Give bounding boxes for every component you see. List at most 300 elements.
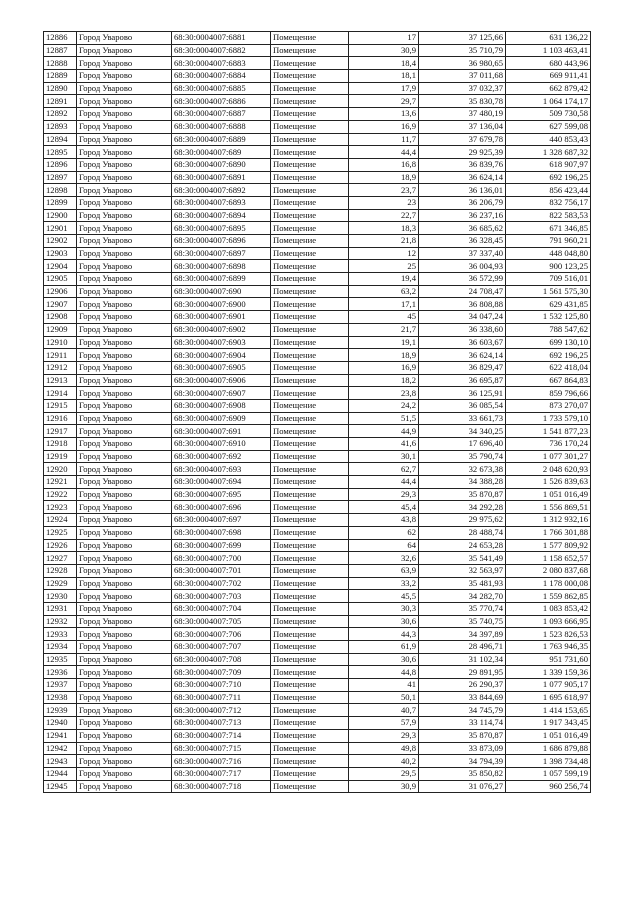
cell-locality: Город Уварово bbox=[77, 577, 172, 590]
cell-price-per-unit: 36 839,76 bbox=[419, 158, 506, 171]
cell-cadastral-value: 1 083 853,42 bbox=[506, 602, 591, 615]
cell-cadastral-value: 736 170,24 bbox=[506, 438, 591, 451]
cell-area: 40,2 bbox=[349, 755, 419, 768]
cell-object-type: Помещение bbox=[271, 171, 349, 184]
cell-locality: Город Уварово bbox=[77, 311, 172, 324]
cell-cadastral-number: 68:30:0004007:690 bbox=[172, 285, 271, 298]
cell-cadastral-number: 68:30:0004007:700 bbox=[172, 552, 271, 565]
table-row bbox=[44, 780, 591, 793]
cell-object-type: Помещение bbox=[271, 412, 349, 425]
cell-locality: Город Уварово bbox=[77, 450, 172, 463]
cell-locality: Город Уварово bbox=[77, 526, 172, 539]
cell-price-per-unit: 34 340,25 bbox=[419, 425, 506, 438]
table-row bbox=[44, 641, 591, 654]
cell-locality: Город Уварово bbox=[77, 196, 172, 209]
cell-area: 19,4 bbox=[349, 273, 419, 286]
table-row bbox=[44, 57, 591, 70]
cell-object-type: Помещение bbox=[271, 32, 349, 45]
cell-object-type: Помещение bbox=[271, 666, 349, 679]
cell-row-number: 12923 bbox=[44, 501, 77, 514]
cell-area: 44,3 bbox=[349, 628, 419, 641]
cell-cadastral-number: 68:30:0004007:6891 bbox=[172, 171, 271, 184]
cell-object-type: Помещение bbox=[271, 691, 349, 704]
cell-area: 16,8 bbox=[349, 158, 419, 171]
cell-area: 25 bbox=[349, 260, 419, 273]
cell-row-number: 12921 bbox=[44, 476, 77, 489]
table-row bbox=[44, 412, 591, 425]
cell-price-per-unit: 36 624,14 bbox=[419, 171, 506, 184]
cell-row-number: 12940 bbox=[44, 717, 77, 730]
cell-cadastral-value: 873 270,07 bbox=[506, 399, 591, 412]
cell-object-type: Помещение bbox=[271, 425, 349, 438]
table-row bbox=[44, 488, 591, 501]
cell-area: 18,9 bbox=[349, 171, 419, 184]
cell-locality: Город Уварово bbox=[77, 158, 172, 171]
cell-price-per-unit: 35 740,75 bbox=[419, 615, 506, 628]
cell-cadastral-value: 2 048 620,93 bbox=[506, 463, 591, 476]
cell-object-type: Помещение bbox=[271, 767, 349, 780]
cell-price-per-unit: 36 695,87 bbox=[419, 374, 506, 387]
cell-cadastral-value: 960 256,74 bbox=[506, 780, 591, 793]
cell-area: 30,6 bbox=[349, 653, 419, 666]
cell-object-type: Помещение bbox=[271, 501, 349, 514]
table-row bbox=[44, 196, 591, 209]
cell-area: 29,3 bbox=[349, 729, 419, 742]
cell-row-number: 12888 bbox=[44, 57, 77, 70]
cell-object-type: Помещение bbox=[271, 476, 349, 489]
cell-object-type: Помещение bbox=[271, 82, 349, 95]
cell-locality: Город Уварово bbox=[77, 438, 172, 451]
cell-area: 30,1 bbox=[349, 450, 419, 463]
cell-locality: Город Уварово bbox=[77, 235, 172, 248]
cell-cadastral-number: 68:30:0004007:699 bbox=[172, 539, 271, 552]
cell-locality: Город Уварово bbox=[77, 742, 172, 755]
cell-object-type: Помещение bbox=[271, 222, 349, 235]
cell-price-per-unit: 35 770,74 bbox=[419, 602, 506, 615]
cell-area: 49,8 bbox=[349, 742, 419, 755]
cell-locality: Город Уварово bbox=[77, 615, 172, 628]
cell-cadastral-number: 68:30:0004007:714 bbox=[172, 729, 271, 742]
cell-area: 23 bbox=[349, 196, 419, 209]
cell-locality: Город Уварово bbox=[77, 704, 172, 717]
table-row bbox=[44, 602, 591, 615]
table-row bbox=[44, 653, 591, 666]
cell-object-type: Помещение bbox=[271, 615, 349, 628]
cell-row-number: 12911 bbox=[44, 349, 77, 362]
table-row bbox=[44, 32, 591, 45]
cell-object-type: Помещение bbox=[271, 323, 349, 336]
cell-area: 32,6 bbox=[349, 552, 419, 565]
cell-area: 62,7 bbox=[349, 463, 419, 476]
cell-area: 45,5 bbox=[349, 590, 419, 603]
cell-row-number: 12922 bbox=[44, 488, 77, 501]
cell-locality: Город Уварово bbox=[77, 120, 172, 133]
cell-area: 45,4 bbox=[349, 501, 419, 514]
table-row bbox=[44, 146, 591, 159]
cell-row-number: 12919 bbox=[44, 450, 77, 463]
cell-object-type: Помещение bbox=[271, 552, 349, 565]
cell-row-number: 12914 bbox=[44, 387, 77, 400]
cell-row-number: 12902 bbox=[44, 235, 77, 248]
table-row bbox=[44, 767, 591, 780]
cell-object-type: Помещение bbox=[271, 590, 349, 603]
table-row bbox=[44, 691, 591, 704]
table-row bbox=[44, 450, 591, 463]
cell-row-number: 12935 bbox=[44, 653, 77, 666]
cell-cadastral-value: 1 158 652,57 bbox=[506, 552, 591, 565]
cell-locality: Город Уварово bbox=[77, 323, 172, 336]
cell-price-per-unit: 36 085,54 bbox=[419, 399, 506, 412]
cell-price-per-unit: 33 873,09 bbox=[419, 742, 506, 755]
cell-area: 29,3 bbox=[349, 488, 419, 501]
cell-cadastral-value: 1 559 862,85 bbox=[506, 590, 591, 603]
cell-area: 30,6 bbox=[349, 615, 419, 628]
cell-locality: Город Уварово bbox=[77, 133, 172, 146]
table-row bbox=[44, 539, 591, 552]
cell-row-number: 12934 bbox=[44, 641, 77, 654]
cell-object-type: Помещение bbox=[271, 399, 349, 412]
cell-object-type: Помещение bbox=[271, 133, 349, 146]
cell-locality: Город Уварово bbox=[77, 767, 172, 780]
table-row bbox=[44, 628, 591, 641]
cell-row-number: 12938 bbox=[44, 691, 77, 704]
cell-object-type: Помещение bbox=[271, 463, 349, 476]
cell-area: 44,4 bbox=[349, 476, 419, 489]
cell-cadastral-value: 1 556 869,51 bbox=[506, 501, 591, 514]
cell-cadastral-number: 68:30:0004007:6883 bbox=[172, 57, 271, 70]
table-row bbox=[44, 438, 591, 451]
cell-price-per-unit: 37 125,66 bbox=[419, 32, 506, 45]
table-row bbox=[44, 564, 591, 577]
cell-row-number: 12904 bbox=[44, 260, 77, 273]
cell-row-number: 12945 bbox=[44, 780, 77, 793]
cell-locality: Город Уварово bbox=[77, 590, 172, 603]
cell-cadastral-value: 1 178 000,08 bbox=[506, 577, 591, 590]
cell-cadastral-number: 68:30:0004007:696 bbox=[172, 501, 271, 514]
table-row bbox=[44, 387, 591, 400]
cell-cadastral-number: 68:30:0004007:713 bbox=[172, 717, 271, 730]
cell-object-type: Помещение bbox=[271, 70, 349, 83]
cell-locality: Город Уварово bbox=[77, 755, 172, 768]
cell-price-per-unit: 36 624,14 bbox=[419, 349, 506, 362]
cell-cadastral-value: 631 136,22 bbox=[506, 32, 591, 45]
cell-area: 62 bbox=[349, 526, 419, 539]
cell-cadastral-number: 68:30:0004007:694 bbox=[172, 476, 271, 489]
table-row bbox=[44, 374, 591, 387]
cell-locality: Город Уварово bbox=[77, 463, 172, 476]
cell-cadastral-value: 1 695 618,97 bbox=[506, 691, 591, 704]
table-row bbox=[44, 133, 591, 146]
cell-area: 11,7 bbox=[349, 133, 419, 146]
cell-cadastral-value: 1 561 575,30 bbox=[506, 285, 591, 298]
cell-area: 33,2 bbox=[349, 577, 419, 590]
cell-locality: Город Уварово bbox=[77, 349, 172, 362]
cell-cadastral-number: 68:30:0004007:701 bbox=[172, 564, 271, 577]
table-row bbox=[44, 209, 591, 222]
cell-row-number: 12890 bbox=[44, 82, 77, 95]
cell-area: 16,9 bbox=[349, 120, 419, 133]
cell-locality: Город Уварово bbox=[77, 539, 172, 552]
table-row bbox=[44, 235, 591, 248]
table-row bbox=[44, 247, 591, 260]
cell-row-number: 12892 bbox=[44, 108, 77, 121]
cell-price-per-unit: 36 125,91 bbox=[419, 387, 506, 400]
cell-price-per-unit: 36 685,62 bbox=[419, 222, 506, 235]
cell-area: 21,7 bbox=[349, 323, 419, 336]
cell-object-type: Помещение bbox=[271, 704, 349, 717]
cell-row-number: 12889 bbox=[44, 70, 77, 83]
cell-object-type: Помещение bbox=[271, 158, 349, 171]
cell-row-number: 12893 bbox=[44, 120, 77, 133]
cell-price-per-unit: 34 397,89 bbox=[419, 628, 506, 641]
cell-cadastral-value: 822 583,53 bbox=[506, 209, 591, 222]
cell-cadastral-value: 1 064 174,17 bbox=[506, 95, 591, 108]
cell-cadastral-number: 68:30:0004007:708 bbox=[172, 653, 271, 666]
cell-cadastral-number: 68:30:0004007:712 bbox=[172, 704, 271, 717]
cell-area: 18,9 bbox=[349, 349, 419, 362]
cell-price-per-unit: 36 206,79 bbox=[419, 196, 506, 209]
cell-area: 45 bbox=[349, 311, 419, 324]
cell-locality: Город Уварово bbox=[77, 476, 172, 489]
cell-price-per-unit: 35 850,82 bbox=[419, 767, 506, 780]
cell-object-type: Помещение bbox=[271, 260, 349, 273]
table-row bbox=[44, 755, 591, 768]
cell-row-number: 12913 bbox=[44, 374, 77, 387]
table-row bbox=[44, 95, 591, 108]
cell-price-per-unit: 35 870,87 bbox=[419, 729, 506, 742]
cell-object-type: Помещение bbox=[271, 539, 349, 552]
table-row bbox=[44, 120, 591, 133]
cell-locality: Город Уварово bbox=[77, 514, 172, 527]
cell-price-per-unit: 34 282,70 bbox=[419, 590, 506, 603]
cell-price-per-unit: 36 136,01 bbox=[419, 184, 506, 197]
cell-area: 21,8 bbox=[349, 235, 419, 248]
cell-row-number: 12899 bbox=[44, 196, 77, 209]
cell-row-number: 12905 bbox=[44, 273, 77, 286]
cell-locality: Город Уварово bbox=[77, 425, 172, 438]
cell-price-per-unit: 29 891,95 bbox=[419, 666, 506, 679]
cell-price-per-unit: 29 975,62 bbox=[419, 514, 506, 527]
cell-area: 29,7 bbox=[349, 95, 419, 108]
table-row bbox=[44, 679, 591, 692]
cell-cadastral-value: 667 864,83 bbox=[506, 374, 591, 387]
cell-cadastral-number: 68:30:0004007:6903 bbox=[172, 336, 271, 349]
cell-cadastral-value: 1 339 159,36 bbox=[506, 666, 591, 679]
cell-cadastral-number: 68:30:0004007:693 bbox=[172, 463, 271, 476]
cell-cadastral-number: 68:30:0004007:709 bbox=[172, 666, 271, 679]
cell-row-number: 12903 bbox=[44, 247, 77, 260]
cell-cadastral-number: 68:30:0004007:698 bbox=[172, 526, 271, 539]
cell-cadastral-number: 68:30:0004007:6905 bbox=[172, 361, 271, 374]
cell-row-number: 12887 bbox=[44, 44, 77, 57]
table-row bbox=[44, 717, 591, 730]
cell-object-type: Помещение bbox=[271, 273, 349, 286]
cell-locality: Город Уварово bbox=[77, 387, 172, 400]
cell-price-per-unit: 34 047,24 bbox=[419, 311, 506, 324]
cell-cadastral-value: 1 686 879,88 bbox=[506, 742, 591, 755]
cell-row-number: 12933 bbox=[44, 628, 77, 641]
cell-area: 44,9 bbox=[349, 425, 419, 438]
cell-area: 61,9 bbox=[349, 641, 419, 654]
cell-locality: Город Уварово bbox=[77, 108, 172, 121]
cell-row-number: 12924 bbox=[44, 514, 77, 527]
cell-cadastral-value: 1 077 905,17 bbox=[506, 679, 591, 692]
cell-row-number: 12931 bbox=[44, 602, 77, 615]
cell-cadastral-value: 900 123,25 bbox=[506, 260, 591, 273]
cell-cadastral-value: 622 418,04 bbox=[506, 361, 591, 374]
cell-price-per-unit: 37 337,40 bbox=[419, 247, 506, 260]
cell-cadastral-number: 68:30:0004007:6901 bbox=[172, 311, 271, 324]
cell-locality: Город Уварово bbox=[77, 691, 172, 704]
cell-locality: Город Уварово bbox=[77, 399, 172, 412]
cell-locality: Город Уварово bbox=[77, 602, 172, 615]
cell-cadastral-number: 68:30:0004007:6904 bbox=[172, 349, 271, 362]
table-body bbox=[44, 32, 591, 793]
table-row bbox=[44, 158, 591, 171]
cell-cadastral-value: 692 196,25 bbox=[506, 171, 591, 184]
cell-cadastral-number: 68:30:0004007:6908 bbox=[172, 399, 271, 412]
cell-price-per-unit: 26 290,37 bbox=[419, 679, 506, 692]
table-row bbox=[44, 70, 591, 83]
cell-area: 17,1 bbox=[349, 298, 419, 311]
cell-cadastral-number: 68:30:0004007:6906 bbox=[172, 374, 271, 387]
cell-cadastral-number: 68:30:0004007:6897 bbox=[172, 247, 271, 260]
cell-area: 30,9 bbox=[349, 44, 419, 57]
cell-price-per-unit: 36 829,47 bbox=[419, 361, 506, 374]
table-row bbox=[44, 666, 591, 679]
cell-price-per-unit: 36 328,45 bbox=[419, 235, 506, 248]
table-row bbox=[44, 476, 591, 489]
cell-area: 17,9 bbox=[349, 82, 419, 95]
cell-price-per-unit: 36 603,67 bbox=[419, 336, 506, 349]
table-row bbox=[44, 552, 591, 565]
cell-price-per-unit: 34 794,39 bbox=[419, 755, 506, 768]
cell-row-number: 12897 bbox=[44, 171, 77, 184]
cell-cadastral-number: 68:30:0004007:697 bbox=[172, 514, 271, 527]
cell-locality: Город Уварово bbox=[77, 628, 172, 641]
cell-price-per-unit: 24 653,28 bbox=[419, 539, 506, 552]
cell-price-per-unit: 33 661,73 bbox=[419, 412, 506, 425]
cell-price-per-unit: 35 790,74 bbox=[419, 450, 506, 463]
cell-cadastral-number: 68:30:0004007:6898 bbox=[172, 260, 271, 273]
table-row bbox=[44, 514, 591, 527]
cell-row-number: 12917 bbox=[44, 425, 77, 438]
cell-object-type: Помещение bbox=[271, 641, 349, 654]
cell-cadastral-value: 671 346,85 bbox=[506, 222, 591, 235]
cell-cadastral-value: 1 541 877,23 bbox=[506, 425, 591, 438]
cell-cadastral-value: 2 080 837,68 bbox=[506, 564, 591, 577]
cell-cadastral-value: 1 917 343,45 bbox=[506, 717, 591, 730]
cell-row-number: 12943 bbox=[44, 755, 77, 768]
table-row bbox=[44, 323, 591, 336]
cell-row-number: 12944 bbox=[44, 767, 77, 780]
cell-row-number: 12936 bbox=[44, 666, 77, 679]
cell-locality: Город Уварово bbox=[77, 171, 172, 184]
cell-object-type: Помещение bbox=[271, 44, 349, 57]
table-row bbox=[44, 82, 591, 95]
table-row bbox=[44, 704, 591, 717]
cell-object-type: Помещение bbox=[271, 361, 349, 374]
cell-object-type: Помещение bbox=[271, 653, 349, 666]
cell-row-number: 12926 bbox=[44, 539, 77, 552]
cell-cadastral-value: 709 516,01 bbox=[506, 273, 591, 286]
cell-price-per-unit: 33 114,74 bbox=[419, 717, 506, 730]
cell-cadastral-value: 1 763 946,35 bbox=[506, 641, 591, 654]
cell-locality: Город Уварово bbox=[77, 146, 172, 159]
cell-row-number: 12929 bbox=[44, 577, 77, 590]
cell-area: 18,4 bbox=[349, 57, 419, 70]
cell-cadastral-number: 68:30:0004007:717 bbox=[172, 767, 271, 780]
cell-area: 44,4 bbox=[349, 146, 419, 159]
cell-price-per-unit: 35 541,49 bbox=[419, 552, 506, 565]
cell-cadastral-number: 68:30:0004007:695 bbox=[172, 488, 271, 501]
cell-area: 24,2 bbox=[349, 399, 419, 412]
cell-object-type: Помещение bbox=[271, 298, 349, 311]
cell-price-per-unit: 35 870,87 bbox=[419, 488, 506, 501]
cell-cadastral-value: 680 443,96 bbox=[506, 57, 591, 70]
cell-row-number: 12898 bbox=[44, 184, 77, 197]
cell-price-per-unit: 28 488,74 bbox=[419, 526, 506, 539]
cell-cadastral-number: 68:30:0004007:6884 bbox=[172, 70, 271, 83]
table-row bbox=[44, 742, 591, 755]
cell-cadastral-value: 440 853,43 bbox=[506, 133, 591, 146]
cell-cadastral-number: 68:30:0004007:6888 bbox=[172, 120, 271, 133]
cell-locality: Город Уварово bbox=[77, 260, 172, 273]
table-row bbox=[44, 501, 591, 514]
table-row bbox=[44, 184, 591, 197]
cell-object-type: Помещение bbox=[271, 526, 349, 539]
cell-area: 18,3 bbox=[349, 222, 419, 235]
cell-area: 63,9 bbox=[349, 564, 419, 577]
cell-cadastral-value: 1 057 599,19 bbox=[506, 767, 591, 780]
cell-area: 29,5 bbox=[349, 767, 419, 780]
cell-cadastral-value: 627 599,08 bbox=[506, 120, 591, 133]
cell-locality: Город Уварово bbox=[77, 361, 172, 374]
cell-cadastral-number: 68:30:0004007:6907 bbox=[172, 387, 271, 400]
cell-price-per-unit: 32 673,38 bbox=[419, 463, 506, 476]
cell-row-number: 12915 bbox=[44, 399, 77, 412]
cell-area: 19,1 bbox=[349, 336, 419, 349]
cell-price-per-unit: 37 136,04 bbox=[419, 120, 506, 133]
cell-area: 63,2 bbox=[349, 285, 419, 298]
table-row bbox=[44, 526, 591, 539]
cell-locality: Город Уварово bbox=[77, 501, 172, 514]
cell-row-number: 12910 bbox=[44, 336, 77, 349]
cell-price-per-unit: 31 102,34 bbox=[419, 653, 506, 666]
cell-area: 30,9 bbox=[349, 780, 419, 793]
cell-cadastral-value: 662 879,42 bbox=[506, 82, 591, 95]
cell-cadastral-value: 1 328 687,32 bbox=[506, 146, 591, 159]
cell-cadastral-number: 68:30:0004007:705 bbox=[172, 615, 271, 628]
cell-cadastral-value: 692 196,25 bbox=[506, 349, 591, 362]
cell-price-per-unit: 29 925,39 bbox=[419, 146, 506, 159]
cell-object-type: Помещение bbox=[271, 247, 349, 260]
cell-object-type: Помещение bbox=[271, 729, 349, 742]
cell-locality: Город Уварово bbox=[77, 273, 172, 286]
cell-cadastral-value: 699 130,10 bbox=[506, 336, 591, 349]
cell-cadastral-value: 951 731,60 bbox=[506, 653, 591, 666]
table-row bbox=[44, 399, 591, 412]
cell-price-per-unit: 24 708,47 bbox=[419, 285, 506, 298]
cell-cadastral-number: 68:30:0004007:703 bbox=[172, 590, 271, 603]
cell-locality: Город Уварово bbox=[77, 32, 172, 45]
cell-cadastral-value: 1 414 153,65 bbox=[506, 704, 591, 717]
cell-row-number: 12909 bbox=[44, 323, 77, 336]
cell-row-number: 12901 bbox=[44, 222, 77, 235]
cell-object-type: Помещение bbox=[271, 349, 349, 362]
cell-price-per-unit: 35 710,79 bbox=[419, 44, 506, 57]
cell-object-type: Помещение bbox=[271, 717, 349, 730]
